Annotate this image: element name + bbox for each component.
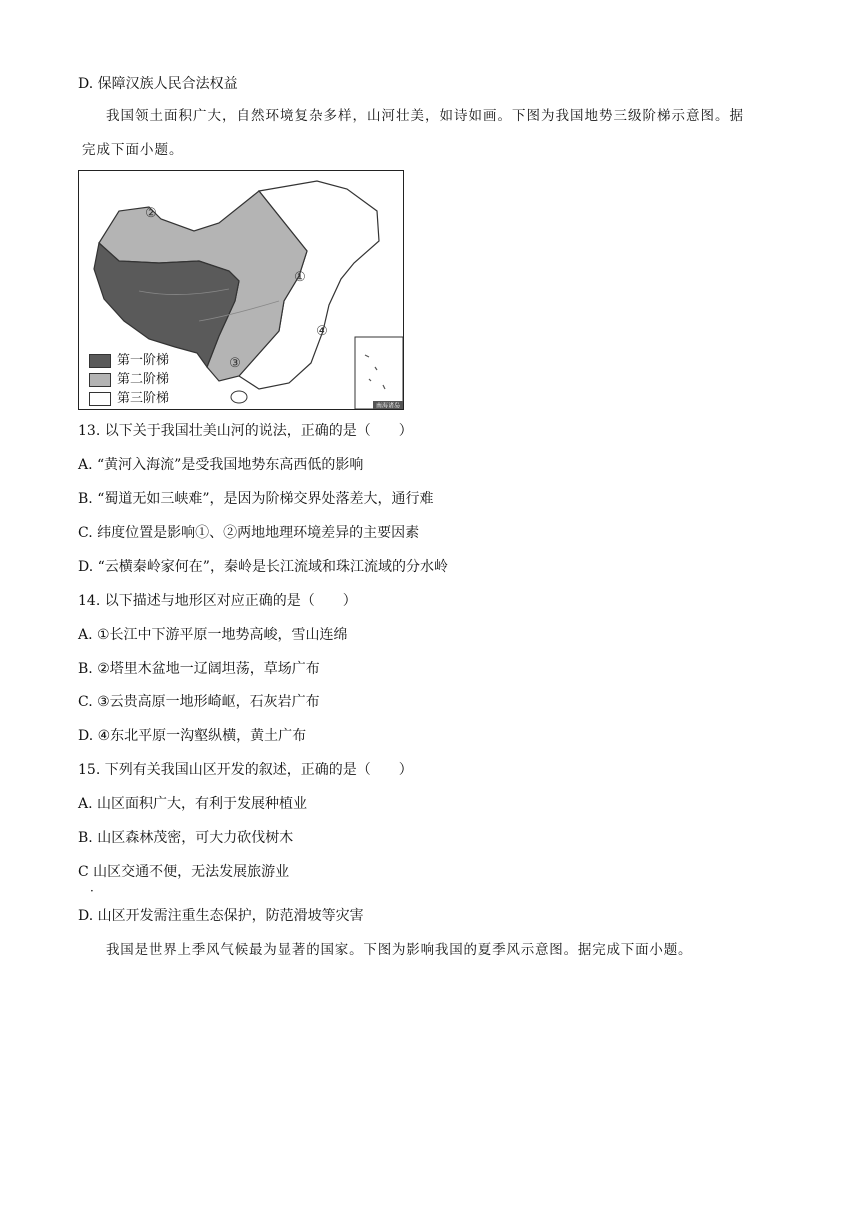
legend-label-step1: 第一阶梯 bbox=[117, 352, 170, 368]
marker-4: ④ bbox=[316, 324, 328, 339]
q13-stem: 13. 以下关于我国壮美山河的说法，正确的是（ ） bbox=[78, 423, 413, 439]
legend-step3 bbox=[89, 389, 169, 408]
legend-label-step3: 第三阶梯 bbox=[117, 390, 170, 406]
south-sea-inset bbox=[355, 337, 403, 409]
q13-option-d: D. “云横秦岭家何在”，秦岭是长江流域和珠江流域的分水岭 bbox=[78, 559, 448, 575]
q15-option-b: B. 山区森林茂密，可大力砍伐树木 bbox=[78, 830, 294, 846]
marker-2: ② bbox=[145, 206, 157, 221]
q13-option-b: B. “蜀道无如三峡难”，是因为阶梯交界处落差大，通行难 bbox=[78, 491, 434, 507]
intro-paragraph-2: 我国是世界上季风气候最为显著的国家。下图为影响我国的夏季风示意图。据完成下面小题。 bbox=[106, 942, 693, 958]
q14-option-b: B. ②塔里木盆地一辽阔坦荡，草场广布 bbox=[78, 661, 320, 677]
q14-option-c: C. ③云贵高原一地形崎岖，石灰岩广布 bbox=[78, 694, 320, 710]
q15-option-c: C 山区交通不便，无法发展旅游业 bbox=[78, 864, 290, 880]
map-legend bbox=[89, 351, 169, 408]
q15-option-a: A. 山区面积广大，有利于发展种植业 bbox=[78, 796, 308, 812]
legend-step2 bbox=[89, 370, 169, 389]
q14-option-d: D. ④东北平原一沟壑纵横，黄土广布 bbox=[78, 728, 307, 744]
intro-line-1: 我国领土面积广大，自然环境复杂多样，山河壮美，如诗如画。下图为我国地势三级阶梯示意图。据 bbox=[106, 108, 744, 124]
terrain-steps-map bbox=[78, 170, 404, 410]
q14-option-a: A. ①长江中下游平原一地势高峻，雪山连绵 bbox=[78, 627, 348, 643]
legend-swatch-step1 bbox=[89, 354, 111, 368]
legend-step1 bbox=[89, 351, 169, 370]
marker-1: ① bbox=[294, 270, 306, 285]
option-d-previous: D. 保障汉族人民合法权益 bbox=[78, 76, 238, 92]
q14-stem: 14. 以下描述与地形区对应正确的是（ ） bbox=[78, 593, 357, 609]
intro-paragraph-1 bbox=[82, 106, 782, 160]
q15-stem: 15. 下列有关我国山区开发的叙述，正确的是（ ） bbox=[78, 762, 413, 778]
legend-swatch-step2 bbox=[89, 373, 111, 387]
q15-option-d: D. 山区开发需注重生态保护，防范滑坡等灾害 bbox=[78, 908, 364, 924]
intro-line-2: 完成下面小题。 bbox=[82, 142, 184, 158]
q13-option-a: A. “黄河入海流”是受我国地势东高西低的影响 bbox=[78, 457, 364, 473]
inset-label: 南海诸岛 bbox=[375, 402, 401, 410]
hainan-island bbox=[231, 391, 247, 403]
q13-option-c: C. 纬度位置是影响①、②两地地理环境差异的主要因素 bbox=[78, 525, 420, 541]
marker-3: ③ bbox=[229, 356, 241, 371]
stray-dot: · bbox=[90, 884, 94, 898]
legend-label-step2: 第二阶梯 bbox=[117, 371, 170, 387]
legend-swatch-step3 bbox=[89, 392, 111, 406]
